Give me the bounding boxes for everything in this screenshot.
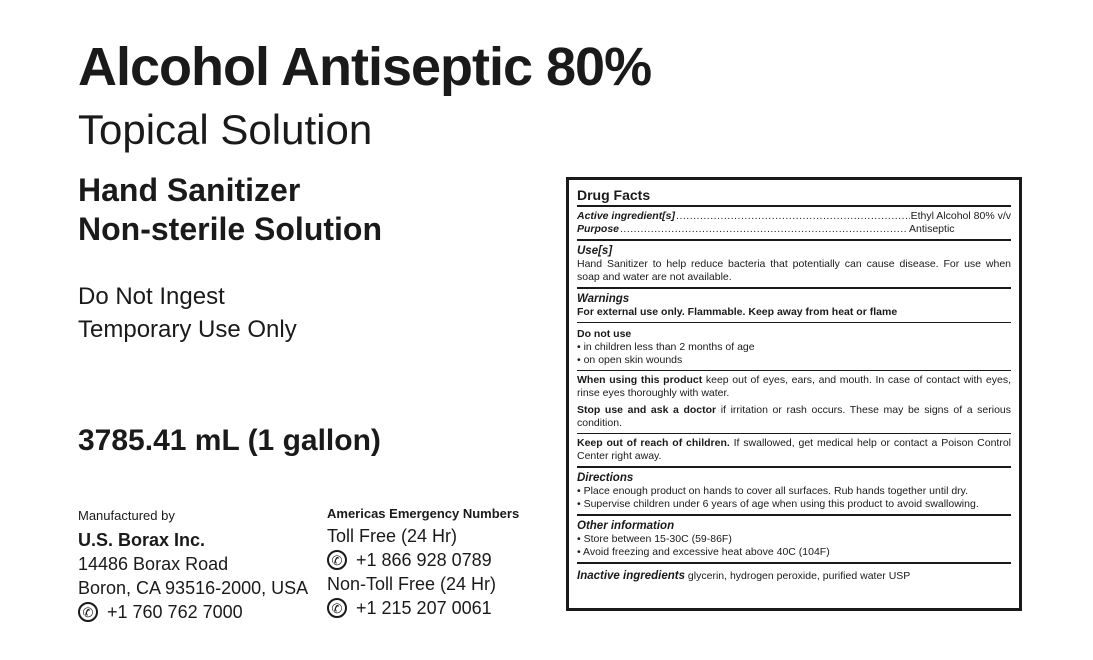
when-using-text [577, 374, 1011, 400]
product-type: Hand Sanitizer [78, 172, 301, 208]
warning-temporary: Temporary Use Only [78, 316, 297, 343]
drug-facts-panel [566, 177, 1022, 611]
purpose-row [577, 223, 1011, 236]
emergency-label: Americas Emergency Numbers [327, 506, 520, 521]
when-using-section [577, 370, 1011, 433]
directions-item: • Supervise children under 6 years of age when using this product to avoid swallowing. [577, 498, 1011, 511]
warning-ingest: Do Not Ingest [78, 283, 225, 310]
warnings-heading: Warnings [577, 293, 630, 305]
active-ingredient-section [577, 205, 1011, 239]
manufacturer-label: Manufactured by [78, 508, 175, 523]
purpose-value: Antiseptic [909, 223, 955, 235]
directions-heading: Directions [577, 472, 634, 484]
keep-out-section [577, 433, 1011, 466]
manufacturer-block [78, 508, 318, 624]
product-subtitle: Topical Solution [78, 106, 373, 153]
stop-use-body: if irritation or rash occurs. These may be signs of a serious condition. [577, 404, 1012, 429]
inactive-ingredients-section [577, 562, 1011, 586]
dot-leader [676, 210, 910, 223]
other-information-item: • Avoid freezing and excessive heat above 40C (104F) [577, 546, 1011, 559]
uses-heading: Use[s] [577, 245, 613, 257]
manufacturer-address2: Boron, CA 93516-2000, USA [78, 578, 309, 598]
purpose-label: Purpose [577, 223, 620, 235]
do-not-use-item: • on open skin wounds [577, 354, 1011, 367]
active-ingredient-row [577, 210, 1011, 223]
directions-item: • Place enough product on hands to cover all surfaces. Rub hands together until dry. [577, 485, 1011, 498]
do-not-use-heading: Do not use [577, 328, 632, 340]
manufacturer-phone-row [78, 600, 318, 624]
keep-out-text [577, 437, 1011, 463]
do-not-use-section [577, 322, 1011, 370]
tollfree-label: Toll Free (24 Hr) [327, 526, 458, 546]
phone-icon: ✆ [78, 602, 98, 622]
drug-facts-title: Drug Facts [577, 187, 651, 203]
do-not-use-item: • in children less than 2 months of age [577, 341, 1011, 354]
warnings-section [577, 287, 1011, 322]
manufacturer-company: U.S. Borax Inc. [78, 530, 206, 550]
directions-section [577, 466, 1011, 514]
other-information-item: • Store between 15-30C (59-86F) [577, 533, 1011, 546]
other-information-section [577, 514, 1011, 562]
emergency-block [327, 504, 547, 620]
manufacturer-phone: +1 760 762 7000 [107, 602, 243, 622]
when-using-lead: When using this product [577, 374, 703, 386]
inactive-ingredients-text: glycerin, hydrogen peroxide, purified water USP [685, 570, 911, 582]
uses-text: Hand Sanitizer to help reduce bacteria that potentially can cause disease. For use when soap and water are not available. [577, 258, 1011, 283]
nontoll-label: Non-Toll Free (24 Hr) [327, 574, 497, 594]
tollfree-phone-row [327, 548, 547, 572]
product-title: Alcohol Antiseptic 80% [78, 37, 652, 97]
product-volume: 3785.41 mL (1 gallon) [78, 424, 381, 457]
dot-leader [620, 223, 908, 236]
active-ingredient-label: Active ingredient[s] [577, 210, 676, 222]
active-ingredient-value: Ethyl Alcohol 80% v/v [910, 210, 1011, 222]
phone-icon: ✆ [327, 550, 347, 570]
stop-use-lead: Stop use and ask a doctor [577, 404, 717, 416]
product-sterility: Non-sterile Solution [78, 211, 382, 247]
warnings-text: For external use only. Flammable. Keep away from heat or flame [577, 306, 898, 318]
uses-section [577, 239, 1011, 287]
keep-out-lead: Keep out of reach of children. [577, 437, 730, 449]
inactive-ingredients-heading: Inactive ingredients [577, 570, 686, 582]
stop-use-text [577, 404, 1011, 430]
nontoll-phone: +1 215 207 0061 [356, 598, 492, 618]
manufacturer-address1: 14486 Borax Road [78, 554, 229, 574]
phone-icon: ✆ [327, 598, 347, 618]
tollfree-phone: +1 866 928 0789 [356, 550, 492, 570]
other-information-heading: Other information [577, 520, 675, 532]
when-using-body: keep out of eyes, ears, and mouth. In case of contact with eyes, rinse eyes thoroughly with water. [577, 374, 1011, 399]
nontoll-phone-row [327, 596, 547, 620]
keep-out-body: If swallowed, get medical help or contact a Poison Control Center right away. [577, 437, 1011, 462]
